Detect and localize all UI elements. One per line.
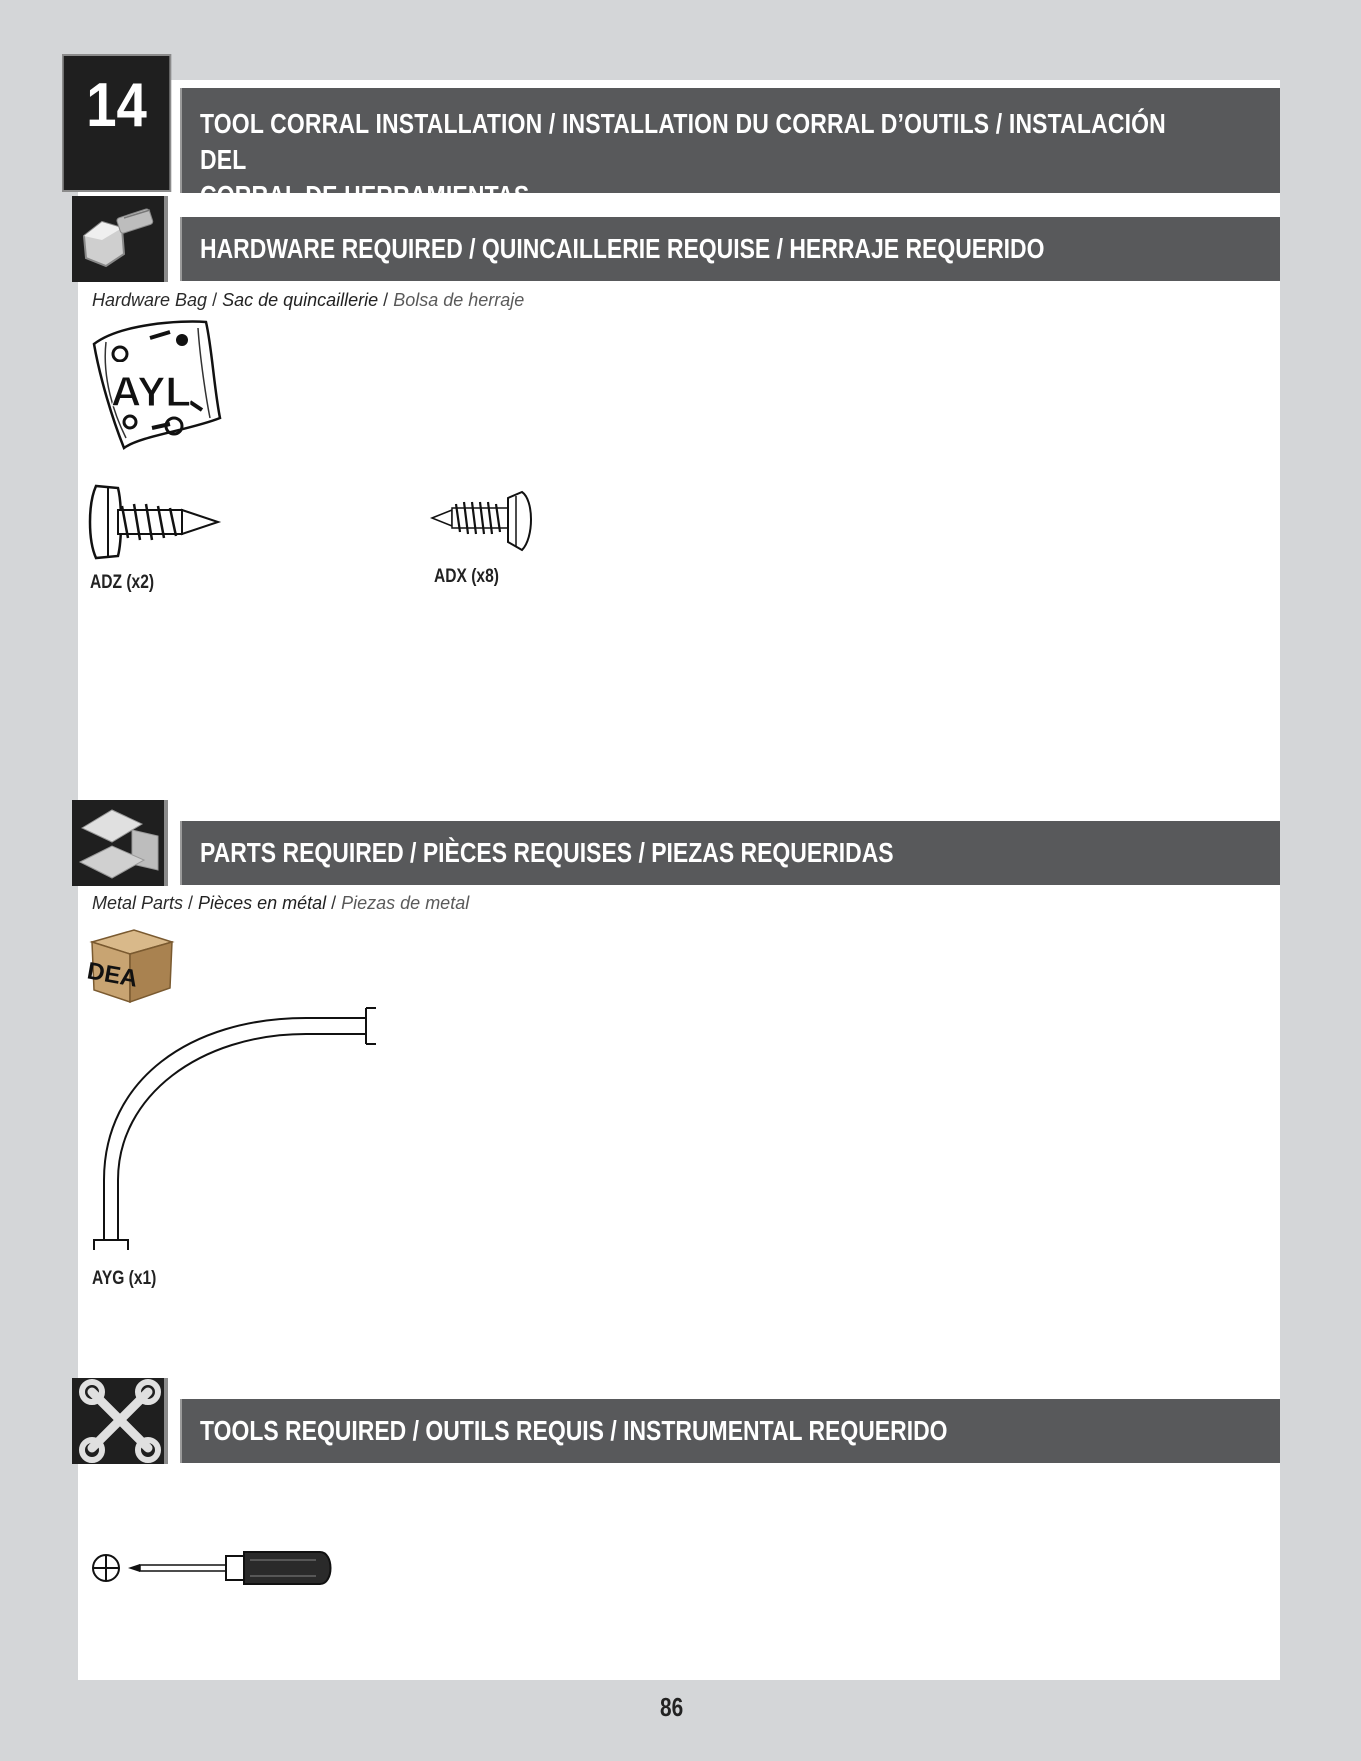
- tools-section-title: TOOLS REQUIRED / OUTILS REQUIS / INSTRUMENTAL REQUERIDO: [200, 1415, 948, 1446]
- wrench-screwdriver-icon: [72, 1378, 168, 1464]
- bolt-nut-icon: [72, 196, 168, 282]
- step-title-line2: CORRAL DE HERRAMIENTAS: [200, 180, 530, 211]
- step-title-line1: TOOL CORRAL INSTALLATION / INSTALLATION DU CORRAL D’OUTILS / INSTALACIÓN DEL: [200, 108, 1166, 175]
- step-number: 14: [62, 54, 171, 192]
- screw-adz-icon: [88, 480, 220, 564]
- metal-bracket-icon: [72, 800, 168, 886]
- metal-parts-caption: Metal Parts / Pièces en métal / Piezas de metal: [92, 893, 470, 913]
- hardware-bag-caption: Hardware Bag / Sac de quincaillerie / Bolsa de herraje: [92, 290, 525, 310]
- hardware-bag-code: AYL: [110, 368, 192, 415]
- hardware-section-icon: [72, 196, 168, 282]
- page-number: 86: [660, 1692, 684, 1722]
- hardware-section-title: HARDWARE REQUIRED / QUINCAILLERIE REQUISE / HERRAJE REQUERIDO: [200, 233, 1045, 264]
- screw-adx-label: ADX (x8): [434, 566, 499, 587]
- parts-section-icon: [72, 800, 168, 886]
- parts-section-title: PARTS REQUIRED / PIÈCES REQUISES / PIEZAS REQUERIDAS: [200, 837, 894, 868]
- parts-box-icon: [85, 928, 174, 1004]
- step-title: [200, 106, 1200, 214]
- screw-adz-label: ADZ (x2): [90, 572, 155, 593]
- metal-parts-es: Piezas de metal: [341, 893, 470, 913]
- tools-section-icon: [72, 1378, 168, 1464]
- hardware-bag-es: Bolsa de herraje: [393, 290, 525, 310]
- curved-rod-ayg-icon: [90, 1000, 390, 1260]
- screw-adx-icon: [430, 488, 536, 554]
- metal-parts-en: Metal Parts: [92, 893, 184, 913]
- curved-rod-ayg-label: AYG (x1): [92, 1268, 157, 1289]
- hardware-bag-en: Hardware Bag: [92, 290, 208, 310]
- phillips-screwdriver-icon: [90, 1548, 336, 1588]
- hardware-bag-fr: Sac de quincaillerie: [222, 290, 379, 310]
- hardware-bag-icon: [90, 318, 224, 450]
- metal-parts-fr: Pièces en métal: [198, 893, 327, 913]
- parts-box-code: DEA: [85, 957, 140, 993]
